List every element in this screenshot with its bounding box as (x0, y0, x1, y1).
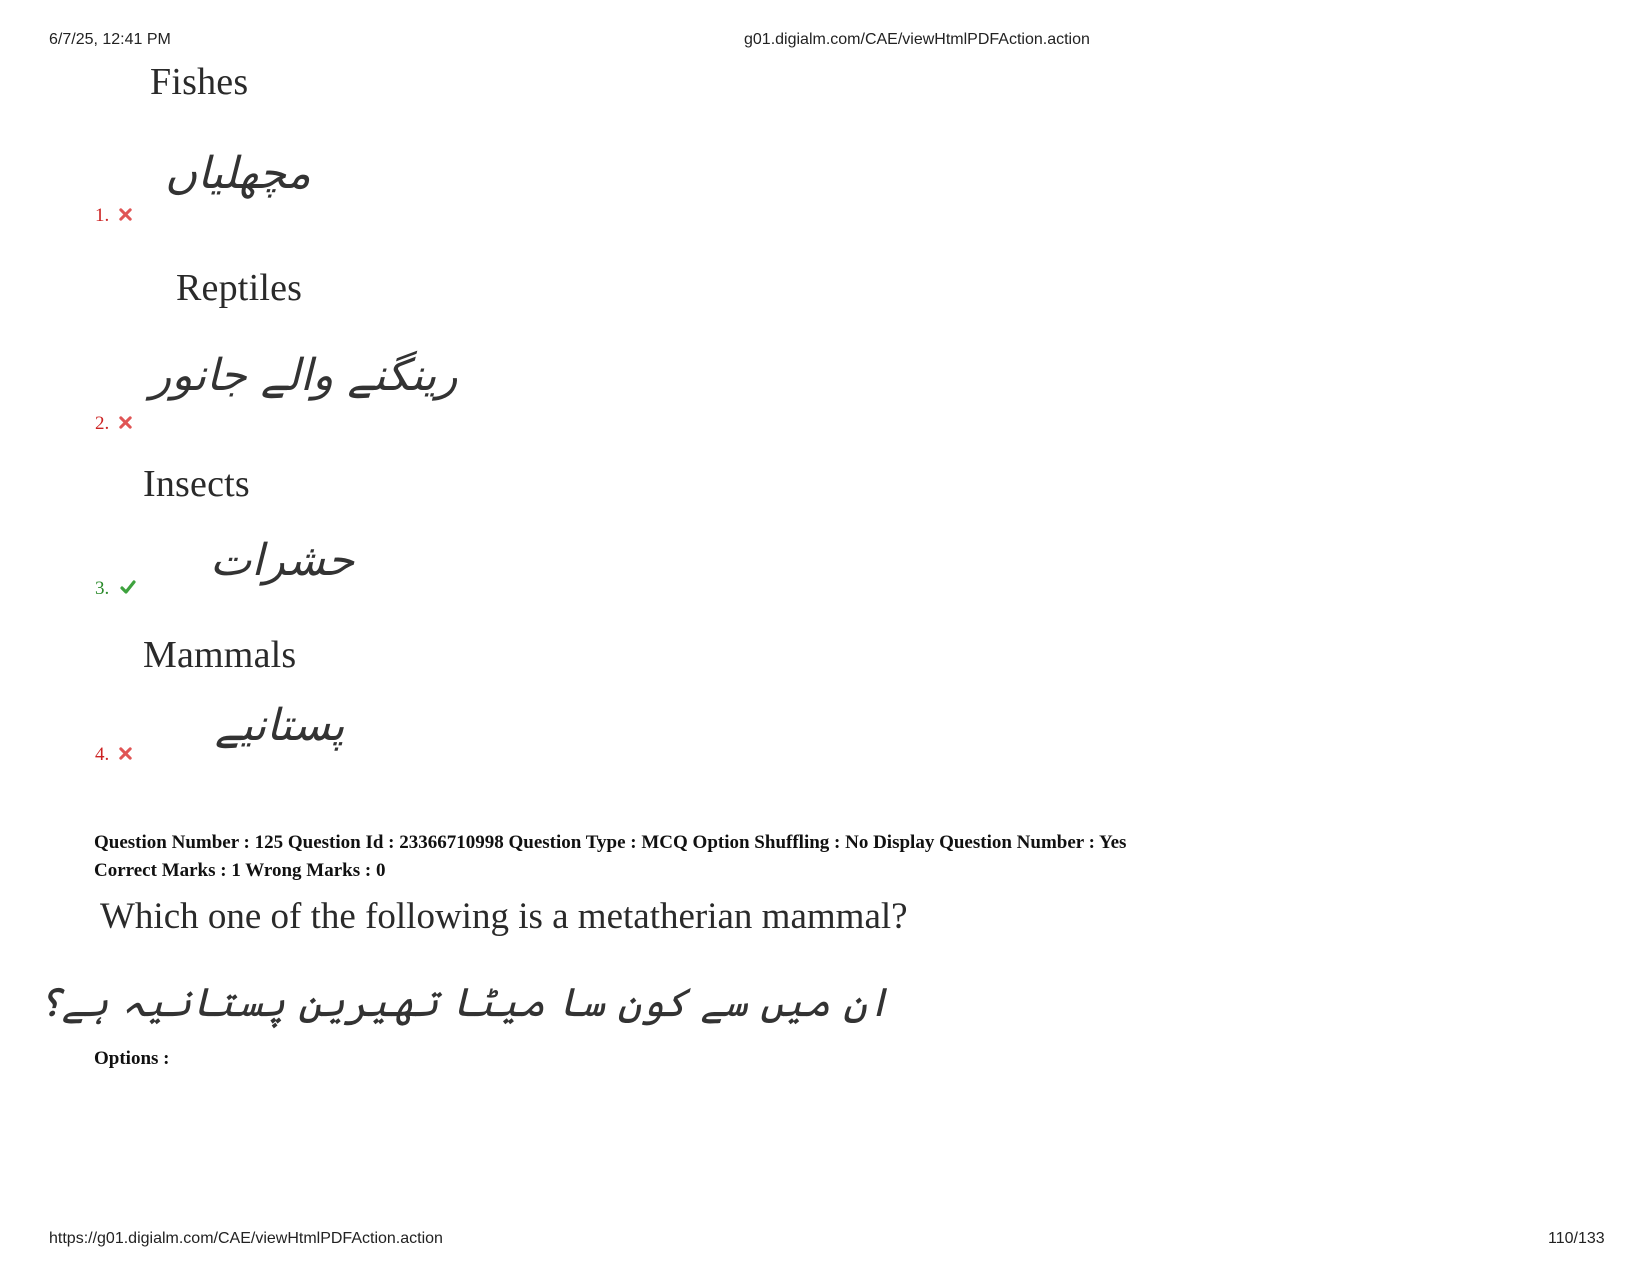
option-4-number: 4. (95, 744, 110, 765)
option-1 (95, 205, 133, 227)
question-urdu-text: ان میں سے کون سا میٹا تھیرین پستانیہ ہے؟ (38, 980, 890, 1026)
option-1-urdu-text: مچھلیاں (165, 148, 311, 199)
option-2-urdu-text: رینگنے والے جانور (150, 350, 458, 401)
cross-icon (118, 415, 133, 430)
options-label: Options : (94, 1048, 170, 1069)
option-3-number: 3. (95, 578, 110, 599)
english-text-insects: Insects (143, 463, 250, 505)
option-4-urdu-text: پستانیے (215, 700, 345, 751)
check-icon (118, 579, 138, 595)
english-text-reptiles: Reptiles (176, 267, 303, 309)
footer-page-number: 110/133 (1548, 1230, 1605, 1247)
english-text-mammals: Mammals (143, 634, 297, 676)
option-3 (95, 578, 138, 600)
question-meta-line-1: Question Number : 125 Question Id : 23366710998 Question Type : MCQ Option Shuffling : No Display Question Number : Yes (94, 832, 1127, 853)
option-3-urdu-text: حشرات (210, 535, 355, 586)
english-text-fishes: Fishes (150, 61, 249, 103)
footer-url: https://g01.digialm.com/CAE/viewHtmlPDFAction.action (49, 1230, 443, 1247)
option-4 (95, 744, 133, 766)
option-2-number: 2. (95, 413, 110, 434)
question-english-text: Which one of the following is a metatherian mammal? (100, 896, 908, 937)
print-url: g01.digialm.com/CAE/viewHtmlPDFAction.action (744, 31, 1090, 48)
option-2 (95, 413, 133, 435)
print-datetime: 6/7/25, 12:41 PM (49, 31, 171, 48)
cross-icon (118, 746, 133, 761)
option-1-number: 1. (95, 205, 110, 226)
question-meta-line-2: Correct Marks : 1 Wrong Marks : 0 (94, 860, 386, 881)
cross-icon (118, 207, 133, 222)
